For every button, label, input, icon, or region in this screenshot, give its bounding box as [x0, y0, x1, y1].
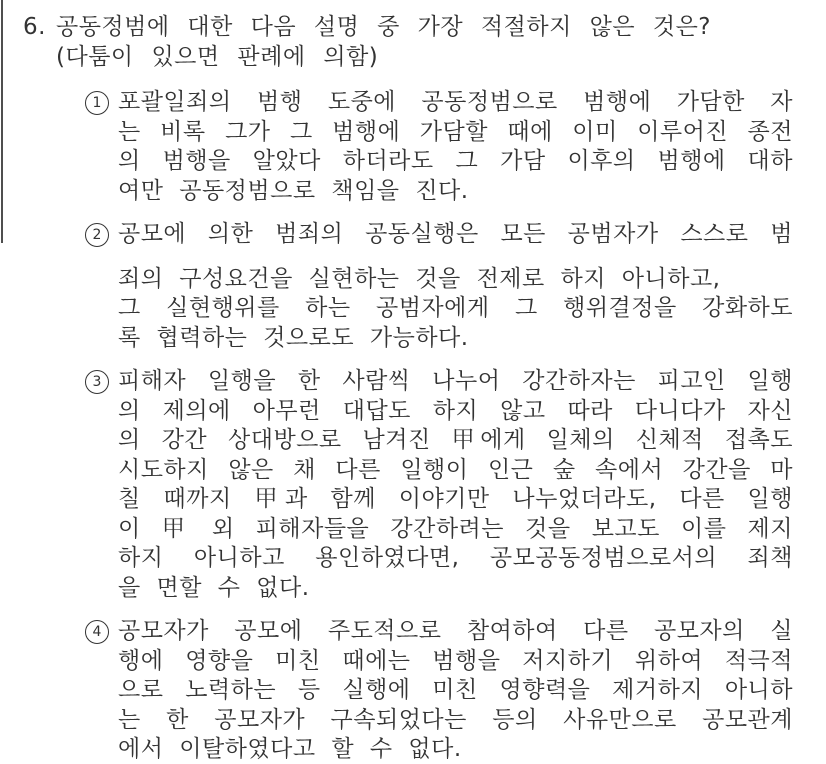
circled-number-3-icon: 3: [85, 370, 109, 394]
option-1-line-2: 는 비록 그가 그 범행에 가담할 때에 이미 이루어진 종전: [118, 118, 793, 145]
option-3-line-2: 의 제의에 아무런 대답도 하지 않고 따라 다니다가 자신: [118, 397, 793, 424]
option-4-marker: [85, 617, 118, 764]
options-list: [85, 88, 793, 764]
option-1-text: [118, 88, 793, 206]
option-4: [85, 617, 793, 764]
option-1-line-1: 포괄일죄의 범행 도중에 공동정범으로 범행에 가담한 자: [118, 89, 793, 115]
option-3-line-6: 이 甲 외 피해자들을 강간하려는 것을 보고도 이를 제지: [118, 515, 793, 542]
circled-number-2-icon: 2: [85, 223, 109, 247]
option-4-text: [118, 617, 793, 764]
option-3-line-3: 의 강간 상대방으로 남겨진 甲에게 일체의 신체적 접촉도: [118, 427, 793, 453]
option-2-marker: [85, 220, 118, 353]
option-3-line-4: 시도하지 않은 채 다른 일행이 인근 숲 속에서 강간을 마: [118, 456, 793, 483]
option-2-line-3: 그 실현행위를 하는 공범자에게 그 행위결정을 강화하도: [118, 295, 793, 321]
circled-number-1-icon: 1: [85, 91, 109, 115]
circled-number-4-icon: 4: [85, 620, 109, 644]
option-4-line-3: 으로 노력하는 등 실행에 미친 영향력을 제거하지 아니하: [118, 677, 793, 703]
option-3-line-8: 을 면할 수 없다.: [118, 574, 310, 601]
question-number: 6.: [23, 14, 46, 40]
option-3-line-7: 하지 아니하고 용인하였다면, 공모공동정범으로서의 죄책: [118, 545, 793, 571]
option-4-line-5: 에서 이탈하였다고 할 수 없다.: [118, 736, 462, 762]
option-3-marker: [85, 367, 118, 603]
option-2: [85, 220, 793, 353]
question-block: [0, 12, 826, 764]
question-line-2: (다툼이 있으면 판례에 의함): [56, 44, 379, 70]
option-1-line-4: 여만 공동정범으로 책임을 진다.: [118, 177, 469, 204]
option-3-text: [118, 367, 793, 603]
option-2-text: [118, 220, 793, 353]
option-4-line-1: 공모자가 공모에 주도적으로 참여하여 다른 공모자의 실: [118, 618, 793, 644]
option-2-line-2: 죄의 구성요건을 실현하는 것을 전제로 하지 아니하고,: [118, 265, 721, 292]
question: [23, 12, 793, 72]
option-1: [85, 88, 793, 206]
option-4-line-2: 행에 영향을 미친 때에는 범행을 저지하기 위하여 적극적: [118, 647, 793, 674]
option-1-line-3: 의 범행을 알았다 하더라도 그 가담 이후의 범행에 대하: [118, 148, 793, 174]
option-2-line-1: 공모에 의한 범죄의 공동실행은 모든 공범자가 스스로 범: [118, 221, 793, 247]
option-3-line-5: 칠 때까지 甲과 함께 이야기만 나누었더라도, 다른 일행: [118, 486, 793, 512]
option-1-marker: [85, 88, 118, 206]
option-3-line-1: 피해자 일행을 한 사람씩 나누어 강간하자는 피고인 일행: [118, 368, 793, 394]
option-2-line-4: 록 협력하는 것으로도 가능하다.: [118, 324, 469, 351]
option-3: [85, 367, 793, 603]
question-line-1: 공동정범에 대한 다음 설명 중 가장 적절하지 않은 것은?: [56, 14, 711, 40]
option-4-line-4: 는 한 공모자가 구속되었다는 등의 사유만으로 공모관계: [118, 706, 793, 733]
question-text: [56, 12, 793, 72]
